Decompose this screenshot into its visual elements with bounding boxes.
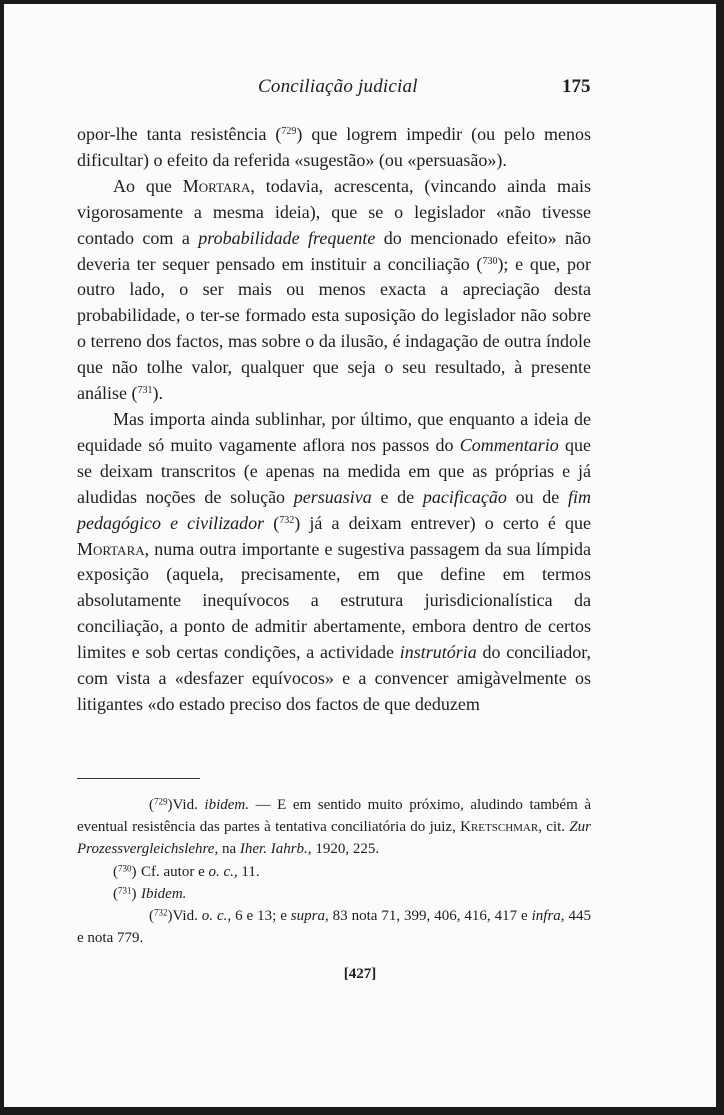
footnote-marker: ($^{732}$) xyxy=(149,907,173,925)
running-title: Conciliação judicial xyxy=(258,76,418,97)
emphasis: persuasiva xyxy=(293,486,372,507)
footnote-ref-730: 730 xyxy=(482,255,498,267)
footnote-731: ($^{731}$) Ibidem. xyxy=(77,883,591,905)
body-text xyxy=(77,122,591,718)
book-page xyxy=(4,4,716,1107)
paragraph-2: Ao que Mortara, todavia, acrescenta, (vincando ainda mais vigorosamente a mesma ideia), que se o legislador «não tivesse contado com a probabilidade frequente do mencionado efeito» não deveria ter sequer pensado em instituir a conciliação ($^{730}$); e que, por outro lado, o ser mais ou menos exacta a apreciação desta probabilidade, o ter-se formado esta suposição do legislador não sobre o terreno dos factos, mas sobre o da ilusão, é indagação de outra índole que não tolhe valor, qualquer que seja o seu resultado, à presente análise ($^{731}$). xyxy=(77,175,592,404)
author-name: Mortara xyxy=(182,175,251,196)
paragraph-3: Mas importa ainda sublinhar, por último, que enquanto a ideia de equidade só muito vagamente aflora nos passos do Commentario que se deixam transcritos (e apenas na medida em que as próprias e já aludidas noções de solução persuasiva e de pacificação ou de fim pedagógico e civilizador ($^{732}$) já a deixam entrever) o certo é que Mortara, numa outra importante e sugestiva passagem da sua límpida exposição (aquela, precisamente, em que define em termos absolutamente inequívocos a estrutura jurisdicionalística da conciliação, a ponto de admitir abertamente, embora dentro de certos limites e sob certas condições, a actividade instrutória do conciliador, com vista a «desfazer equívocos» e a convencer amigàvelmente os litigantes «do estado preciso dos factos de que deduzem xyxy=(77,408,592,714)
footnote-730: ($^{730}$) Cf. autor e o. c., 11. xyxy=(77,861,591,883)
footnote-732: ($^{732}$)Vid. o. c., 6 e 13; e supra, 83 nota 71, 399, 406, 416, 417 e infra, 445 e nota 779. xyxy=(77,905,591,949)
paragraph-1: opor-lhe tanta resistência ($^{729}$) que logrem impedir (ou pelo menos dificultar) o efeito da referida «sugestão» (ou «persuasão»). xyxy=(77,124,591,170)
emphasis: Commentario xyxy=(459,434,559,455)
emphasis: probabilidade frequente xyxy=(198,227,376,248)
emphasis: instrutória xyxy=(399,642,477,663)
author-name: Mortara xyxy=(77,538,145,559)
footnote-ref-729: 729 xyxy=(281,126,297,137)
footnote-divider xyxy=(77,778,200,779)
page-reference: [427] xyxy=(343,966,377,982)
footnote-729: ($^{729}$)Vid. ibidem. — E em sentido muito próximo, aludindo também à eventual resistência das partes à tentativa conciliatória do juiz, Kretschmar, cit. Zur Prozessvergleichslehre, na Iher. Iahrb., 1920, 225. xyxy=(77,794,591,861)
footnote-ref-732: 732 xyxy=(279,514,295,526)
footnotes xyxy=(77,794,591,949)
emphasis: fim pedagógico e civilizador xyxy=(77,486,591,533)
page-header xyxy=(4,74,716,106)
footnote-marker: ($^{731}$) xyxy=(113,885,137,902)
footnote-marker: ($^{730}$) xyxy=(113,863,137,880)
emphasis: pacificação xyxy=(422,486,507,507)
author-name: Kretschmar xyxy=(460,819,539,836)
footnote-ref-731: 731 xyxy=(137,385,153,397)
page-number: 175 xyxy=(562,76,591,97)
footnote-marker: ($^{729}$) xyxy=(149,796,173,813)
